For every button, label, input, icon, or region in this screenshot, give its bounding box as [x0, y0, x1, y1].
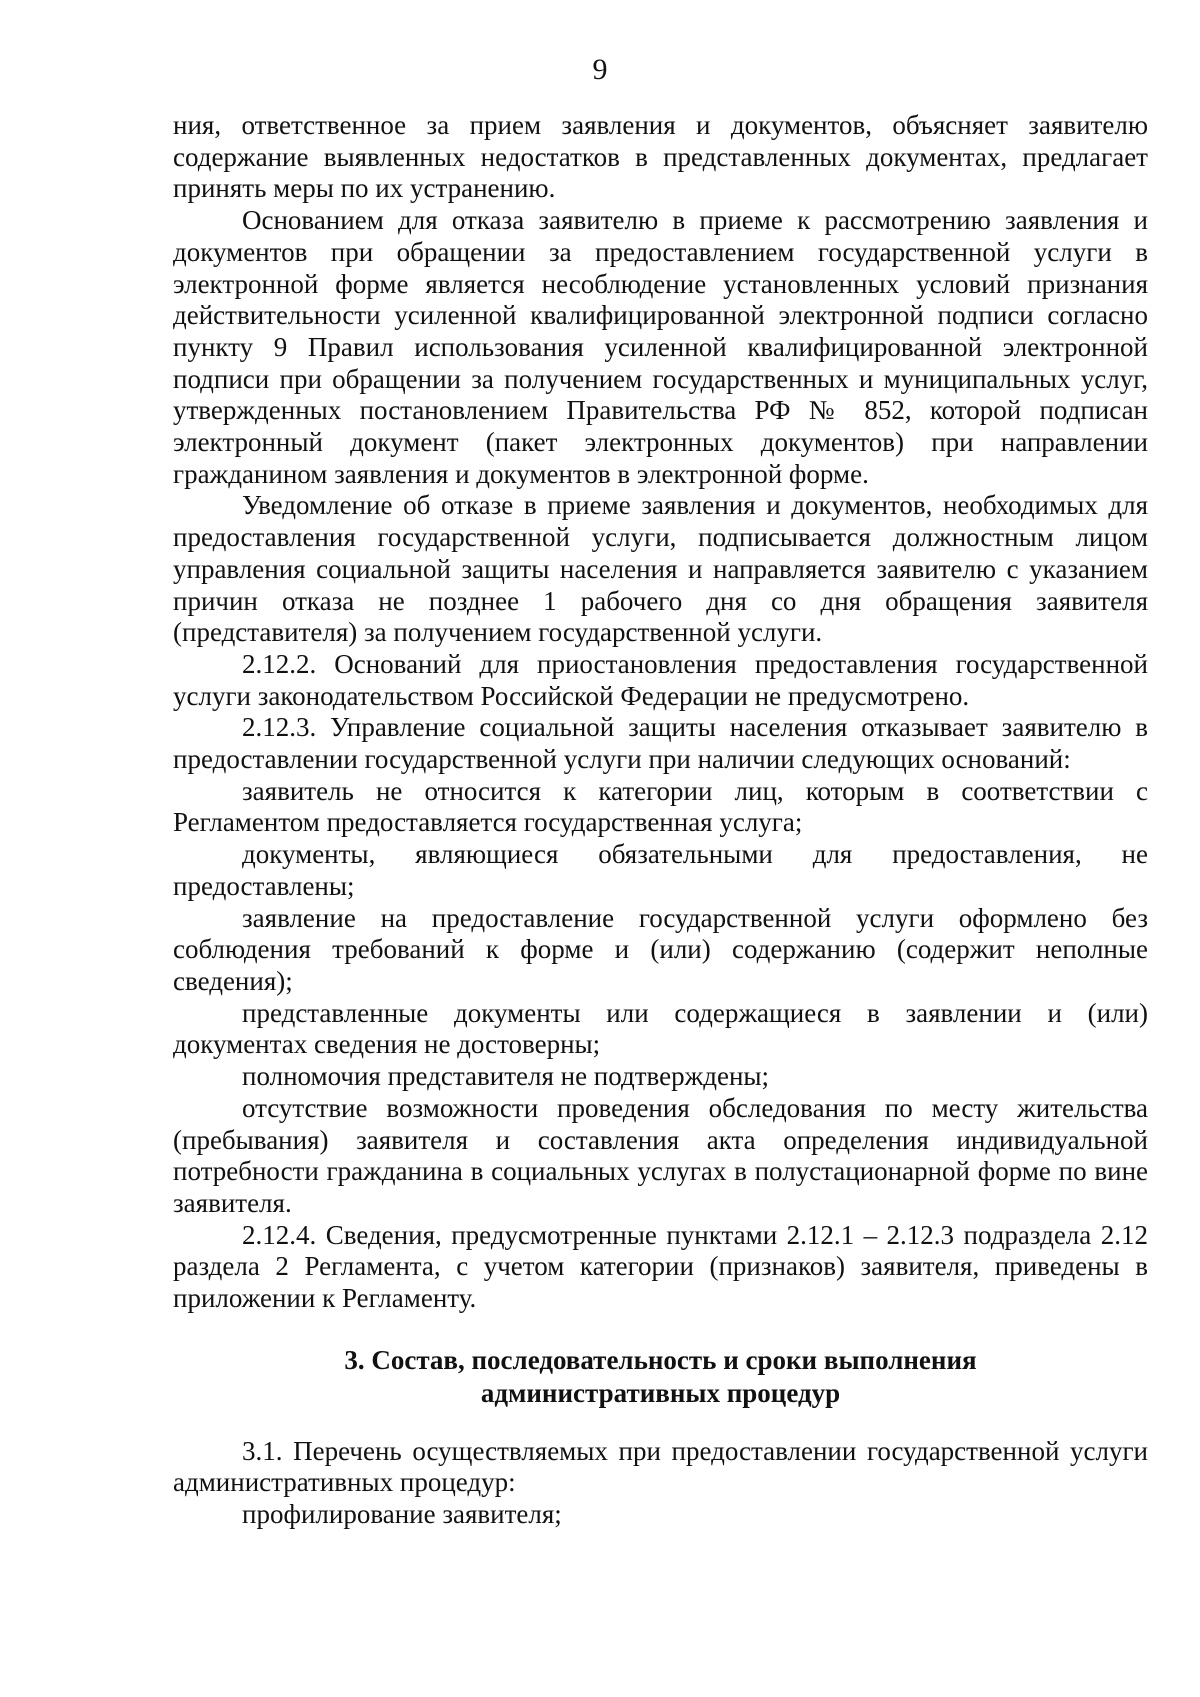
paragraph: 2.12.3. Управление социальной защиты населения отказывает заявителю в предоставлении государственной услуги при наличии следующих оснований: — [173, 712, 1148, 775]
section-heading — [173, 1344, 1148, 1410]
paragraph: заявитель не относится к категории лиц, которым в соответствии с Регламентом предоставляется государственная услуга; — [173, 775, 1148, 838]
paragraph: представленные документы или содержащиеся в заявлении и (или) документах сведения не достоверны; — [173, 997, 1148, 1060]
paragraph: заявление на предоставление государственной услуги оформлено без соблюдения требований к форме и (или) содержанию (содержит неполные сведения); — [173, 902, 1148, 996]
paragraph: ния, ответственное за прием заявления и документов, объясняет заявителю содержание выявленных недостатков в представленных документах, предлагает принять меры по их устранению. — [173, 110, 1148, 204]
paragraph: полномочия представителя не подтверждены; — [242, 1061, 770, 1092]
paragraph: Уведомление об отказе в приеме заявления и документов, необходимых для предоставления государственной услуги, подписывается должностным лицом управления социальной защиты населения и направляется заявителю с указанием причин отказа не позднее 1 рабочего дня со дня обращения заявителя (представителя) за получением государственной услуги. — [173, 490, 1148, 648]
paragraphs-top — [173, 110, 1148, 1315]
page-number: 9 — [592, 53, 608, 86]
paragraphs-bottom — [173, 1436, 1148, 1531]
paragraph: 3.1. Перечень осуществляемых при предоставлении государственной услуги административных процедур: — [173, 1435, 1148, 1498]
paragraph: 2.12.4. Сведения, предусмотренные пунктами 2.12.1 – 2.12.3 подраздела 2.12 раздела 2 Регламента, с учетом категории (признаков) заявителя, приведены в приложении к Регламенту. — [173, 1219, 1148, 1314]
paragraph: документы, являющиеся обязательными для предоставления, не предоставлены; — [173, 839, 1148, 901]
document-body — [173, 110, 1148, 1531]
paragraph: 2.12.2. Оснований для приостановления предоставления государственной услуги законодательством Российской Федерации не предусмотрено. — [173, 648, 1148, 711]
paragraph: отсутствие возможности проведения обследования по месту жительства (пребывания) заявителя и составления акта определения индивидуальной потребности гражданина в социальных услугах в полустационарной форме по вине заявителя. — [173, 1092, 1148, 1218]
section-heading-line-1: 3. Состав, последовательность и сроки выполнения — [344, 1344, 977, 1375]
paragraph: Основанием для отказа заявителю в приеме к рассмотрению заявления и документов при обращении за предоставлением государственной услуги в электронной форме является несоблюдение установленных условий признания действительности усиленной квалифицированной электронной подписи согласно пункту 9 Правил использования усиленной квалифицированной электронной подписи при обращении за получением государственных и муниципальных услуг, утвержденных постановлением Правительства РФ № 852, которой подписан электронный документ (пакет электронных документов) при направлении гражданином заявления и документов в электронной форме. — [173, 205, 1148, 489]
section-heading-line-2: административных процедур — [480, 1377, 841, 1408]
paragraph: профилирование заявителя; — [242, 1499, 562, 1530]
